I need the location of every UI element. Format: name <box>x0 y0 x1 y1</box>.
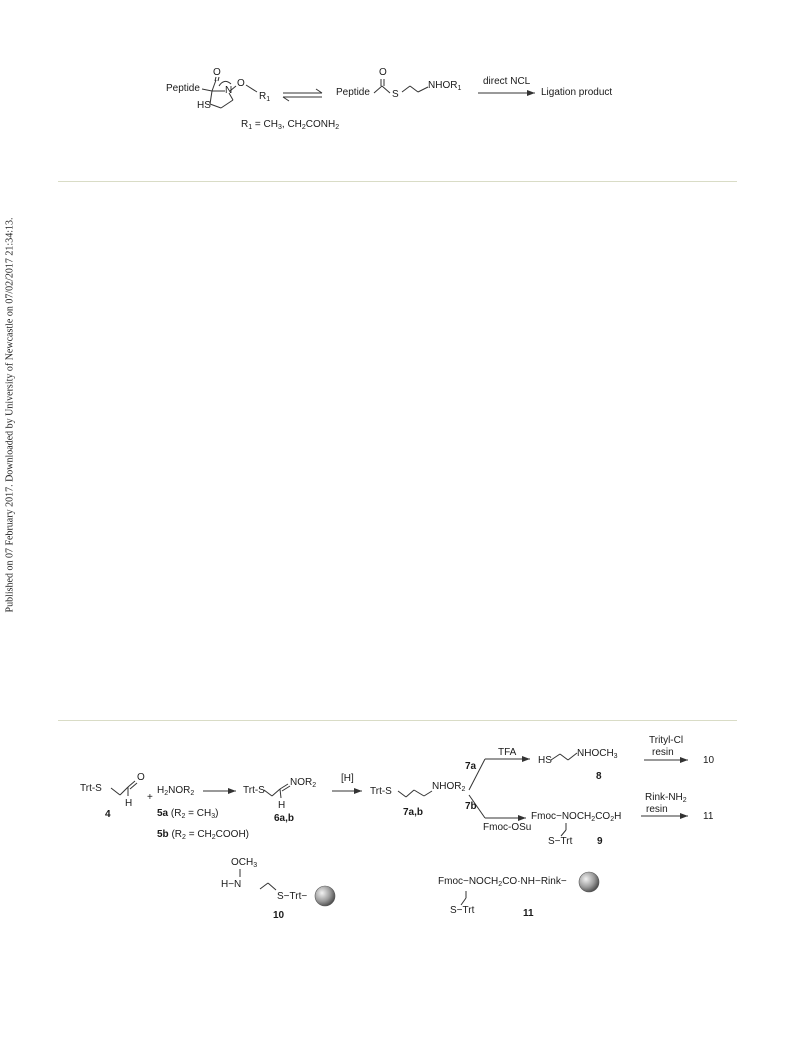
c9-main: $Fmoc-NOCH_2CO_2H$ <box>531 811 622 823</box>
figure-divider-top <box>58 181 737 182</box>
c6-hydrogen: H <box>278 800 286 811</box>
compound-6-label: 6a,b <box>274 813 295 824</box>
thioester-oxygen: O <box>379 67 387 78</box>
r10-hn: H−N <box>221 879 242 890</box>
peptide-label-right: Peptide <box>336 87 370 98</box>
c4-oxygen: O <box>137 772 145 783</box>
c7-trt-s: Trt-S <box>370 786 392 797</box>
r10-och3: $OCH_3$ <box>231 857 258 869</box>
c8-nhoch3: $NHOCH_3$ <box>577 748 618 760</box>
c8-hs: HS <box>538 755 552 766</box>
peptide-label-left: Peptide <box>166 83 200 94</box>
rink-nh2-label: Rink-$NH_2$ <box>645 792 687 804</box>
ring-oxygen: O <box>237 78 245 89</box>
hydroxylamine-reagent: $H_2NOR_2$ <box>157 785 195 797</box>
carbonyl-oxygen: O <box>213 67 221 78</box>
compound-9-label: 9 <box>597 836 603 847</box>
branch-7b-label: 7b <box>465 801 477 812</box>
provenance-text: Published on 07 February 2017. Downloaded by University of Newcastle on 07/02/2017 21:34:13. <box>4 217 16 613</box>
resin-11-label: 11 <box>523 908 534 919</box>
ligation-product: Ligation product <box>541 87 613 98</box>
c6-nor2: $NOR_2$ <box>290 777 317 789</box>
c9-s-trt: S−Trt <box>548 836 573 847</box>
compound-8-label: 8 <box>596 771 602 782</box>
fmoc-osu-label: Fmoc-OSu <box>483 822 532 833</box>
product-11-label: 11 <box>703 811 714 822</box>
reduction-label: [H] <box>341 773 354 784</box>
r1-definition: $R_1 = CH_3$, $CH_2CONH_2$ <box>241 119 340 131</box>
nhor1-group: $NHOR_1$ <box>428 80 462 92</box>
tfa-label: TFA <box>498 747 517 758</box>
direct-ncl-label: direct NCL <box>483 76 531 87</box>
r11-main: $Fmoc-NOCH_2CO\cdot NH-Rink-$ <box>438 876 567 888</box>
thioester-sulfur: S <box>392 89 399 100</box>
c4-trt-s: Trt-S <box>80 783 102 794</box>
compound-4-label: 4 <box>105 809 111 820</box>
r11-s-trt: S−Trt <box>450 905 475 916</box>
trityl-resin-label: resin <box>652 747 674 758</box>
hs-left: HS <box>197 100 211 111</box>
resin-10-label: 10 <box>273 910 285 921</box>
c4-hydrogen: H <box>125 798 133 809</box>
ring-nitrogen: N <box>225 85 233 96</box>
r1-substituent: $R_1$ <box>259 91 271 103</box>
reagent-5a: 5a $(R_2 = CH_3)$ <box>157 808 219 820</box>
c6-trt-s: Trt-S <box>243 785 265 796</box>
product-10-label: 10 <box>703 755 715 766</box>
compound-7-label: 7a,b <box>403 807 424 818</box>
reagent-5b: 5b ($R_2$ = $CH_2COOH$) <box>157 829 250 841</box>
figure-divider-bottom <box>58 720 737 721</box>
rink-resin-label: resin <box>646 804 668 815</box>
c7-nhor2: $NHOR_2$ <box>432 781 466 793</box>
branch-7a-label: 7a <box>465 761 477 772</box>
plus-sign: + <box>147 792 153 803</box>
trityl-cl-label: Trityl-Cl <box>649 735 684 746</box>
r10-s-trt: S−Trt− <box>277 891 308 902</box>
